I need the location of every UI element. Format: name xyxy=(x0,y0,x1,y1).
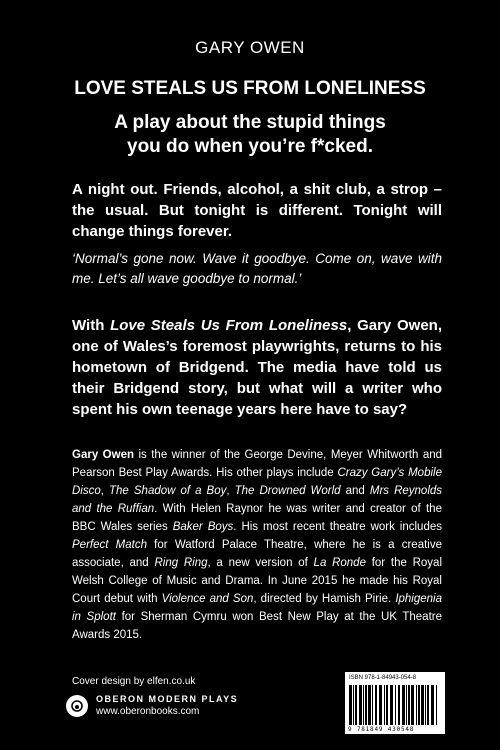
bio-run: . With Helen Raynor he was writer and creator of the BBC Wales series xyxy=(72,503,442,533)
barcode-bar xyxy=(425,685,426,725)
bio-run: for Sherman Cymru won Best New Play at the UK Theatre Awards 2015. xyxy=(72,611,442,641)
tagline-line-2: you do when you’re f*cked. xyxy=(127,136,373,157)
pitch-paragraph xyxy=(72,315,442,420)
barcode-bar xyxy=(379,685,382,725)
pitch-title-italic: Love Steals Us From Loneliness xyxy=(110,317,348,334)
intro-paragraph: A night out. Friends, alcohol, a shit club, a strop – the usual. But tonight is different. Tonight will change things forever. xyxy=(72,181,442,240)
publisher-name: OBERON MODERN PLAYS xyxy=(96,694,239,704)
barcode-digits: 9 781849 430548 xyxy=(348,726,415,733)
barcode-bar xyxy=(372,685,373,725)
barcode-bar xyxy=(384,685,385,725)
bio-run: Ring Ring xyxy=(154,557,208,569)
barcode-bar xyxy=(375,685,377,725)
bio-run: and xyxy=(340,485,370,497)
barcode-bar xyxy=(427,685,429,725)
bio-run: Violence and Son xyxy=(161,593,254,605)
bio-run: La Ronde xyxy=(313,557,366,569)
barcode-bar xyxy=(436,685,437,725)
barcode-bar xyxy=(355,685,357,725)
barcode-bar xyxy=(418,685,420,725)
author-bio xyxy=(72,446,442,644)
tagline-line-1: A play about the stupid things xyxy=(114,112,386,133)
tagline xyxy=(0,111,500,159)
bio-run: for Watford Palace Theatre, where he is a creative associate, and xyxy=(72,539,442,569)
bio-run: , directed by Hamish Pirie. xyxy=(253,593,396,605)
barcode-bar xyxy=(402,685,405,725)
barcode-bar xyxy=(431,685,434,725)
barcode-bar xyxy=(416,685,417,725)
barcode-bar xyxy=(359,685,362,725)
barcode-icon xyxy=(349,685,441,725)
barcode-bar xyxy=(365,685,367,725)
barcode-bar xyxy=(395,685,396,725)
bio-run: Perfect Match xyxy=(72,539,147,551)
pitch-text-before: With xyxy=(72,317,111,334)
pitch-text-after: , Gary Owen, one of Wales’s foremost playwrights, returns to his hometown of Bridgend. The media have told us their Bridgend story, but what will a writer who spent his own teenage years here have to say? xyxy=(72,317,442,418)
bio-run: Crazy Gary’s Mobile Disco xyxy=(72,467,442,497)
barcode-box xyxy=(345,672,445,734)
bio-run: Gary Owen xyxy=(72,449,134,461)
bio-run: is the winner of the George Devine, Meyer Whitworth and Pearson Best Play Awards. His other plays include xyxy=(72,449,443,479)
cover-design-credit: Cover design by elfen.co.uk xyxy=(72,676,196,687)
book-title: LOVE STEALS US FROM LONELINESS xyxy=(74,78,426,99)
bio-run: Mrs Reynolds and the Ruffian xyxy=(72,485,443,515)
barcode-bar xyxy=(368,685,371,725)
barcode-bar xyxy=(349,685,352,725)
barcode-bar xyxy=(386,685,388,725)
bio-run: Iphigenia in Splott xyxy=(72,593,442,623)
barcode-bar xyxy=(421,685,424,725)
barcode-bar xyxy=(390,685,393,725)
bio-run: . His most recent theatre work includes xyxy=(233,521,442,533)
barcode-bar xyxy=(353,685,354,725)
publisher-url: www.oberonbooks.com xyxy=(96,706,200,717)
barcode-bar xyxy=(398,685,400,725)
barcode-bar xyxy=(411,685,414,725)
oberon-logo-icon xyxy=(66,695,88,717)
quote-paragraph: ‘Normal’s gone now. Wave it goodbye. Come on, wave with me. Let’s all wave goodbye to normal.’ xyxy=(72,251,442,286)
barcode-bar xyxy=(408,685,410,725)
barcode-bar xyxy=(363,685,364,725)
bio-run: The Shadow of a Boy xyxy=(109,485,227,497)
bio-run: The Drowned World xyxy=(234,485,341,497)
bio-run: , xyxy=(226,485,235,497)
isbn-label: ISBN 978-1-84943-054-8 xyxy=(349,675,417,681)
bio-run: Baker Boys xyxy=(172,521,234,533)
bio-run: , a new version of xyxy=(207,557,314,569)
publisher-block xyxy=(66,694,238,717)
bio-run: for the Royal Welsh College of Music and Drama. In June 2015 he made his Royal Court debut with xyxy=(72,557,442,605)
barcode-bar xyxy=(406,685,407,725)
author-name: GARY OWEN xyxy=(195,38,305,57)
bio-run: , xyxy=(100,485,110,497)
